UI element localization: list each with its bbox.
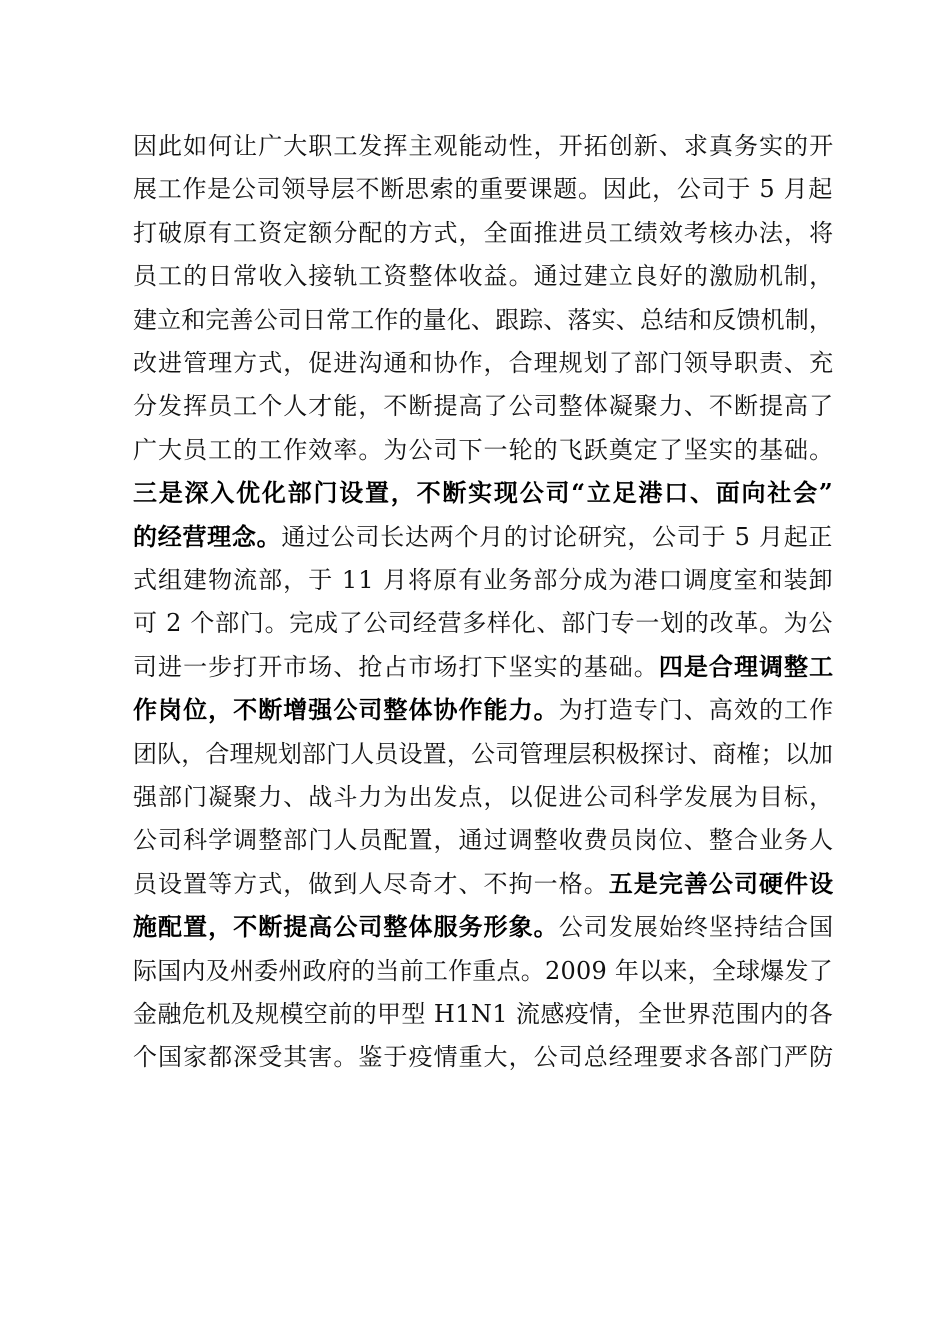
body-text: 改进管理方式，促进沟通和协作，合理规划了部门领导职责、充 [133, 349, 835, 377]
body-text: 公司发展始终坚持结合国 [558, 913, 835, 942]
text-line [133, 1037, 833, 1077]
text-line [133, 560, 833, 600]
text-line [133, 430, 833, 470]
text-line [133, 994, 833, 1034]
text-line [133, 864, 833, 904]
bold-heading-text: 五是完善公司硬件设 [608, 868, 835, 898]
body-text: 分发挥员工个人才能，不断提高了公司整体凝聚力、不断提高了 [133, 392, 835, 421]
text-line [133, 603, 833, 643]
text-line [133, 907, 833, 947]
body-text: 强部门凝聚力、战斗力为出发点，以促进公司科学发展为目标， [133, 783, 835, 811]
body-text: 金融危机及规模空前的甲型 H1N1 流感疫情，全世界范围内的各 [133, 1000, 834, 1028]
bold-heading-text: 施配置，不断提高公司整体服务形象。 [133, 912, 559, 942]
text-line [133, 820, 833, 860]
body-text: 展工作是公司领导层不断思索的重要课题。因此，公司于 5 月起 [133, 175, 834, 204]
text-line [133, 517, 833, 557]
body-text: 际国内及州委州政府的当前工作重点。2009 年以来，全球爆发了 [133, 956, 833, 985]
body-text: 通过公司长达两个月的讨论研究，公司于 5 月起正 [281, 522, 834, 551]
text-line [133, 213, 833, 253]
text-line [133, 777, 833, 817]
bold-heading-text: 四是合理调整工 [658, 651, 835, 681]
body-text: 打破原有工资定额分配的方式，全面推进员工绩效考核办法，将 [133, 218, 835, 247]
bold-heading-text: 的经营理念。 [133, 521, 282, 551]
text-line [133, 690, 833, 730]
body-text: 公司科学调整部门人员配置，通过调整收费员岗位、整合业务人 [133, 826, 835, 855]
text-line [133, 126, 833, 166]
body-text: 司进一步打开市场、抢占市场打下坚实的基础。 [133, 652, 659, 681]
body-text: 员工的日常收入接轨工资整体收益。通过建立良好的激励机制， [133, 262, 835, 291]
body-text: 为打造专门、高效的工作 [558, 696, 835, 725]
text-line [133, 386, 833, 426]
body-text: 员设置等方式，做到人尽奇才、不拘一格。 [133, 869, 609, 898]
body-text: 因此如何让广大职工发挥主观能动性，开拓创新、求真务实的开 [133, 132, 835, 160]
text-line [133, 256, 833, 296]
body-text: 式组建物流部，于 11 月将原有业务部分成为港口调度室和装卸 [133, 566, 834, 594]
text-line [133, 647, 833, 687]
text-line [133, 951, 833, 991]
text-line [133, 734, 833, 774]
text-line [133, 300, 833, 340]
bold-heading-text: 作岗位，不断增强公司整体协作能力。 [133, 695, 559, 725]
body-text: 团队，合理规划部门人员设置，公司管理层积极探讨、商榷；以加 [133, 739, 834, 768]
bold-heading-text: 三是深入优化部门设置，不断实现公司“立足港口、面向社会” [133, 478, 835, 508]
body-text: 个国家都深受其害。鉴于疫情重大，公司总经理要求各部门严防 [133, 1043, 835, 1072]
text-line [133, 473, 833, 513]
body-text: 建立和完善公司日常工作的量化、跟踪、落实、总结和反馈机制， [133, 305, 834, 334]
body-text: 广大员工的工作效率。为公司下一轮的飞跃奠定了坚实的基础。 [133, 435, 835, 464]
text-line [133, 169, 833, 209]
text-line [133, 343, 833, 383]
body-text: 可 2 个部门。完成了公司经营多样化、部门专一划的改革。为公 [133, 609, 834, 638]
